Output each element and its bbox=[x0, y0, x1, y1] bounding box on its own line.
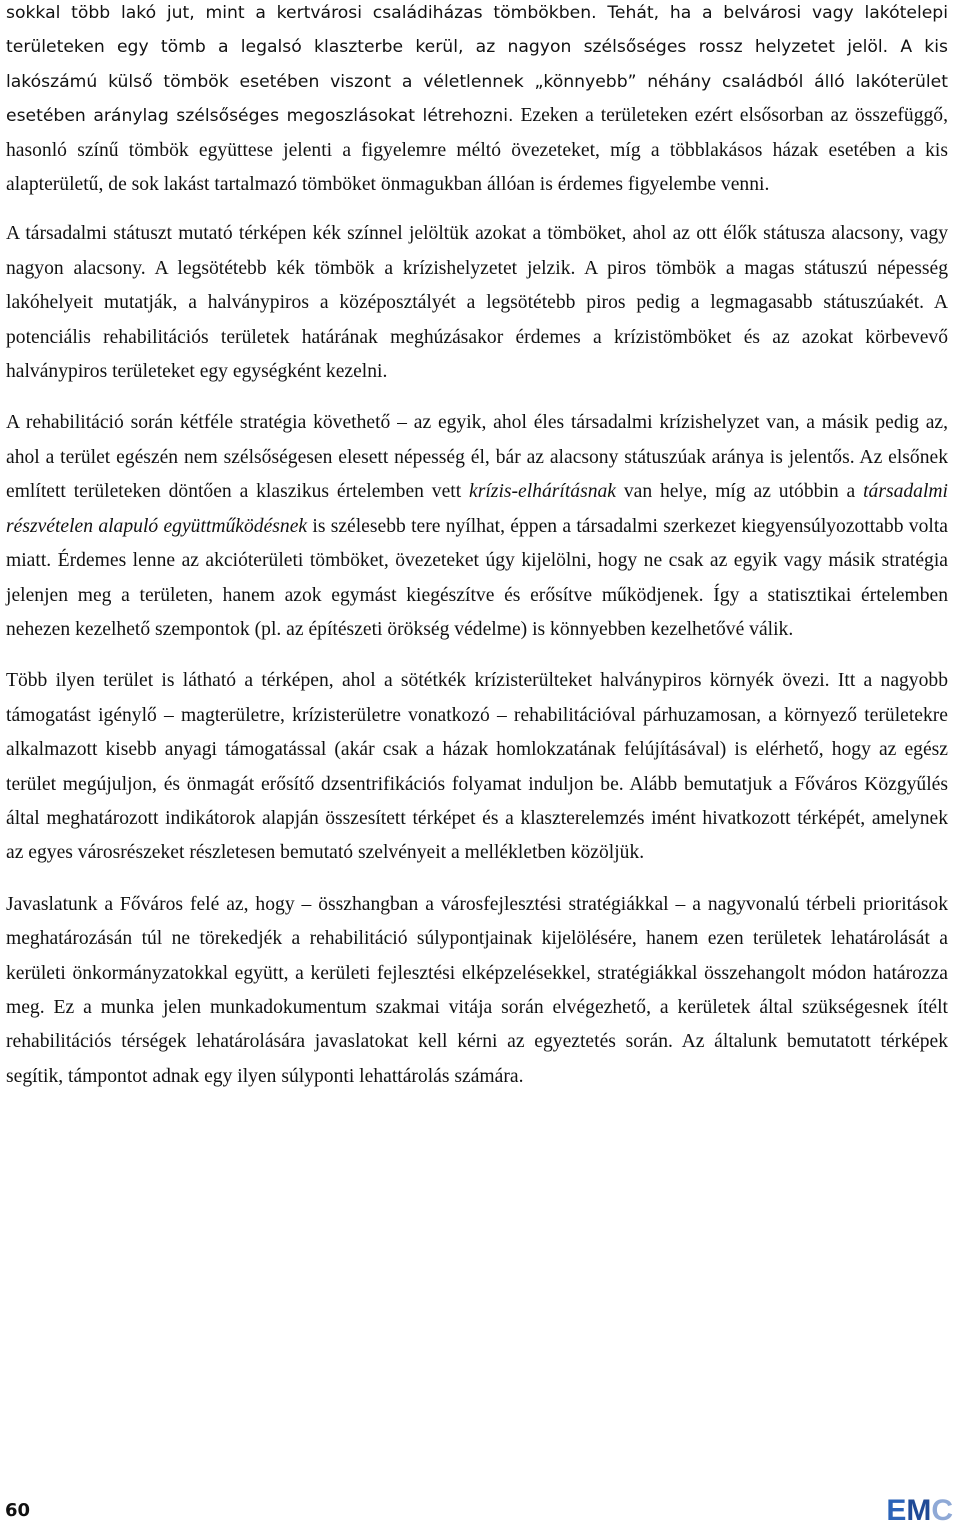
paragraph-3-emphasis-2: társadalmi részvételen alapuló együttműködésnek bbox=[6, 481, 948, 537]
document-page bbox=[6, 0, 948, 1094]
paragraph-1 bbox=[6, 0, 948, 202]
paragraph-3 bbox=[6, 406, 948, 647]
paragraph-4: Több ilyen terület is látható a térképen, ahol a sötétkék krízisterülteket halványpiros környék övezi. Itt a nagyobb támogatást igénylő – magterületre, krízisterületre vonatkozó – rehabilitációval párhuzamosan, a környező területekre alkalmazott kisebb anyagi támogatással (akár csak a házak homlokzatának felújításával) is elérhető, hogy az egész terület megújuljon, és önmagát erősítő dzsentrifikációs folyamat induljon be. Alább bemutatjuk a Főváros Közgyűlés által meghatározott indikátorok alapján összesített térképet és a klaszterelemzés imént hivatkozott térképét, amelynek az egyes városrészeket részletesen bemutató szelvényeit a mellékletben közöljük. bbox=[6, 670, 948, 864]
paragraph-3-text-b: van helye, míg az utóbbin a bbox=[616, 481, 864, 503]
emc-logo bbox=[886, 1494, 952, 1528]
paragraph-5: Javaslatunk a Főváros felé az, hogy – összhangban a városfejlesztési stratégiákkal – a nagyvonalú térbeli prioritások meghatározásán túl ne törekedjék a rehabilitáció súlypontjainak kijelölésére, hanem ezen területek lehatárolását a kerületi önkormányzatokkal együtt, a kerületi fejlesztési elképzelésekkel, stratégiákkal összehangolt módon határozza meg. Ez a munka jelen munkadokumentum szakmai vitája során elvégezhető, a kerületek által szükségesnek ítélt rehabilitációs térségek lehatárolására javaslatokat kell kérni az egyeztetés során. Az általunk bemutatott térképek segítik, támpontot adnak egy ilyen súlyponti lehattárolás számára. bbox=[6, 893, 948, 1087]
paragraph-1-serif-text: Ezeken a területeken ezért elsősorban az összefüggő, hasonló színű tömbök együttese jelenti a figyelemre méltó övezeteket, míg a többlakásos házak esetében a kis alapterületű, de sok lakást tartalmazó tömböket önmagukban állóan is érdemes figyelembe venni. bbox=[6, 105, 948, 196]
logo-letter-c: C bbox=[931, 1494, 952, 1527]
paragraph-3-text-c: is szélesebb tere nyílhat, éppen a társadalmi szerkezet kiegyensúlyozottabb volta miatt. Érdemes lenne az akcióterületi tömböket, övezeteket úgy kijelölni, hogy ne csak az egyik vagy másik stratégia jelenjen meg a területen, hanem azok egymást kiegészítve és erősítve működjenek. Így a statisztikai értelemben nehezen kezelhető szempontok (pl. az építészeti örökség védelme) is könnyebben kezelhetővé válik. bbox=[6, 515, 948, 640]
paragraph-1-sans-text: sokkal több lakó jut, mint a kertvárosi családiházas tömbökben. Tehát, ha a belvárosi vagy lakótelepi területeken egy tömb a legalsó klaszterbe kerül, az nagyon szélsőséges rossz helyzetet jelöl. A kis lakószámú külső tömbök esetében viszont a véletlennek „könnyebb” néhány családból álló lakóterület esetében aránylag szélsőséges megoszlásokat létrehozni. bbox=[6, 3, 948, 127]
page-number: 60 bbox=[5, 1500, 31, 1521]
paragraph-3-emphasis-1: krízis-elhárításnak bbox=[469, 481, 616, 503]
paragraph-2: A társadalmi státuszt mutató térképen kék színnel jelöltük azokat a tömböket, ahol az ott élők státusza alacsony, vagy nagyon alacsony. A legsötétebb kék tömbök a krízishelyzetet jelzik. A piros tömbök a magas státuszú népesség lakóhelyeit mutatják, a halványpiros a középosztályét a legsötétebb piros pedig a legmagasabb státuszúakét. A potenciális rehabilitációs területek határának meghúzásakor érdemes a krízistömböket és az azokat körbevevő halványpiros területeket egy egységként kezelni. bbox=[6, 223, 948, 383]
paragraph-3-text-a: A rehabilitáció során kétféle stratégia követhető – az egyik, ahol éles társadalmi krízishelyzet van, a másik pedig az, ahol a terület egészén nem szélsőségesen elesett népesség él, bár az alacsony státuszúak aránya is jelentős. Az elsőnek említett területeken döntően a klaszikus értelemben vett bbox=[6, 412, 948, 503]
logo-letter-m: M bbox=[906, 1494, 931, 1527]
logo-letter-e: E bbox=[886, 1494, 906, 1527]
